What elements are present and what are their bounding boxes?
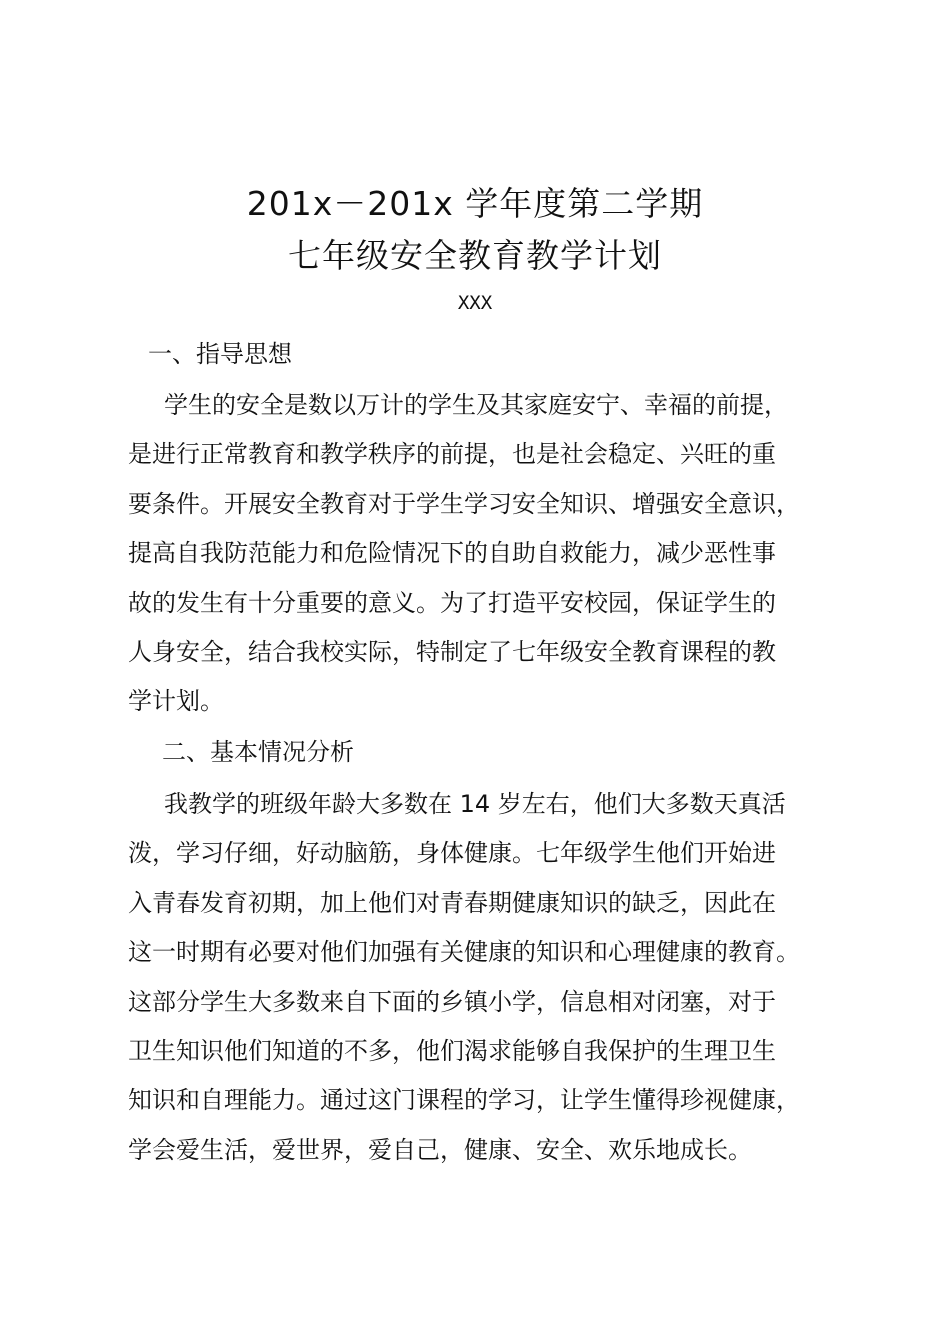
paragraph-line: 这一时期有必要对他们加强有关健康的知识和心理健康的教育。 bbox=[128, 938, 800, 967]
paragraph-line: 学计划。 bbox=[128, 687, 224, 716]
document-title-line-1: 201x－201x 学年度第二学期 bbox=[246, 184, 704, 223]
paragraph-line: 泼，学习仔细，好动脑筋，身体健康。七年级学生他们开始进 bbox=[128, 839, 776, 868]
paragraph-situation-analysis bbox=[128, 780, 848, 1175]
section-heading-situation-analysis: 二、基本情况分析 bbox=[162, 738, 354, 766]
paragraph-line: 要条件。开展安全教育对于学生学习安全知识、增强安全意识， bbox=[128, 489, 800, 518]
paragraph-line: 提高自我防范能力和危险情况下的自助自救能力，减少恶性事 bbox=[128, 539, 776, 568]
section-heading-guiding-ideology: 一、指导思想 bbox=[148, 340, 292, 368]
paragraph-line: 学生的安全是数以万计的学生及其家庭安宁、幸福的前提， bbox=[164, 391, 788, 419]
paragraph-line: 这部分学生大多数来自下面的乡镇小学，信息相对闭塞，对于 bbox=[128, 987, 776, 1016]
paragraph-line: 入青春发育初期，加上他们对青春期健康知识的缺乏，因此在 bbox=[128, 888, 776, 917]
paragraph-guiding-ideology bbox=[128, 381, 848, 727]
paragraph-line: 人身安全，结合我校实际，特制定了七年级安全教育课程的教 bbox=[128, 638, 776, 667]
document-author: XXX bbox=[457, 292, 493, 314]
document-title-line-2: 七年级安全教育教学计划 bbox=[288, 236, 662, 275]
paragraph-line: 学会爱生活，爱世界，爱自己，健康、安全、欢乐地成长。 bbox=[128, 1135, 752, 1164]
paragraph-line: 我教学的班级年龄大多数在 14 岁左右，他们大多数天真活 bbox=[164, 790, 786, 818]
paragraph-line: 故的发生有十分重要的意义。为了打造平安校园，保证学生的 bbox=[128, 588, 776, 617]
paragraph-line: 是进行正常教育和教学秩序的前提，也是社会稳定、兴旺的重 bbox=[128, 440, 776, 469]
paragraph-line: 卫生知识他们知道的不多，他们渴求能够自我保护的生理卫生 bbox=[128, 1037, 776, 1066]
paragraph-line: 知识和自理能力。通过这门课程的学习，让学生懂得珍视健康， bbox=[128, 1086, 800, 1115]
